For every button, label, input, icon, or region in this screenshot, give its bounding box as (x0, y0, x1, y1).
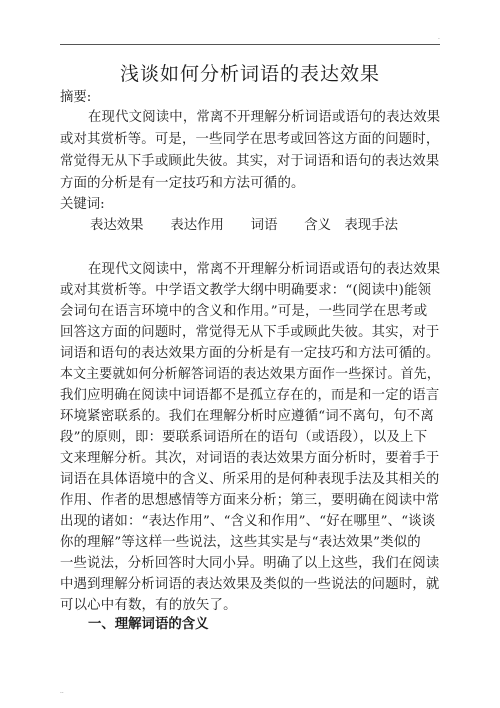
body-line: 中遇到理解分析词语的表达效果及类似的一些说法的问题时，就 (60, 577, 440, 592)
header-rule (60, 44, 440, 45)
keywords-label: 关键词: (60, 197, 105, 212)
abstract-line: 方面的分析是有一定技巧和方法可循的。 (60, 176, 305, 191)
body-line: 你的理解”等这样一些说法，这些其实是与“表达效果”类似的 (60, 535, 421, 550)
body-line: 会词句在语言环境中的含义和作用。”可是，一些同学在思考或 (60, 304, 428, 319)
body-line: 一些说法，分析回答时大同小异。明确了以上这些，我们在阅读 (60, 556, 440, 571)
body-line: 本文主要就如何分析解答词语的表达效果方面作一些探讨。首先， (60, 367, 440, 382)
body-line: 段”的原则，即：要联系词语所在的语句（或语段），以及上下 (60, 430, 428, 445)
body-line: 作用、作者的思想感情等方面来分析；第三，要明确在阅读中常 (60, 493, 440, 508)
abstract-line: 或对其赏析等。可是，一些同学在思考或回答这方面的问题时， (60, 132, 440, 147)
abstract-label: 摘要: (60, 90, 92, 105)
body-line: 词语在具体语境中的含义、所采用的是何种表现手法及其相关的 (60, 472, 440, 487)
body-line: 词语和语句的表达效果方面的分析是有一定技巧和方法可循的。 (60, 346, 440, 361)
body-line: 文来理解分析。其次，对词语的表达效果方面分析时，要着手于 (60, 451, 440, 466)
body-line: 或对其赏析等。中学语文教学大纲中明确要求：“(阅读中)能领 (60, 283, 432, 298)
body-line: 环境紧密联系的。我们在理解分析时应遵循“词不离句，句不离 (60, 409, 434, 424)
abstract-line: 常觉得无从下手或顾此失彼。其实，对于词语和语句的表达效果 (60, 154, 440, 169)
abstract-line: 在现代文阅读中，常离不开理解分析词语或语句的表达效果 (88, 110, 441, 125)
body-line: 可以心中有数，有的放矢了。 (60, 598, 237, 613)
keywords-line: 表达效果 表达作用 词语 含义 表现手法 (90, 218, 398, 233)
body-line: 回答这方面的问题时，常觉得无从下手或顾此失彼。其实，对于 (60, 325, 440, 340)
document-title: 浅谈如何分析词语的表达效果 (119, 63, 380, 85)
body-line: 在现代文阅读中，常离不开理解分析词语或语句的表达效果 (88, 262, 441, 277)
section-heading: 一、理解词语的含义 (88, 616, 209, 632)
footer-mark: ·· (60, 690, 64, 697)
body-line: 出现的诸如：“表达作用”、“含义和作用”、“好在哪里”、“谈谈 (60, 514, 436, 529)
body-line: 我们应明确在阅读中词语都不是孤立存在的，而是和一定的语言 (60, 388, 440, 403)
header-mark: · (438, 36, 440, 43)
